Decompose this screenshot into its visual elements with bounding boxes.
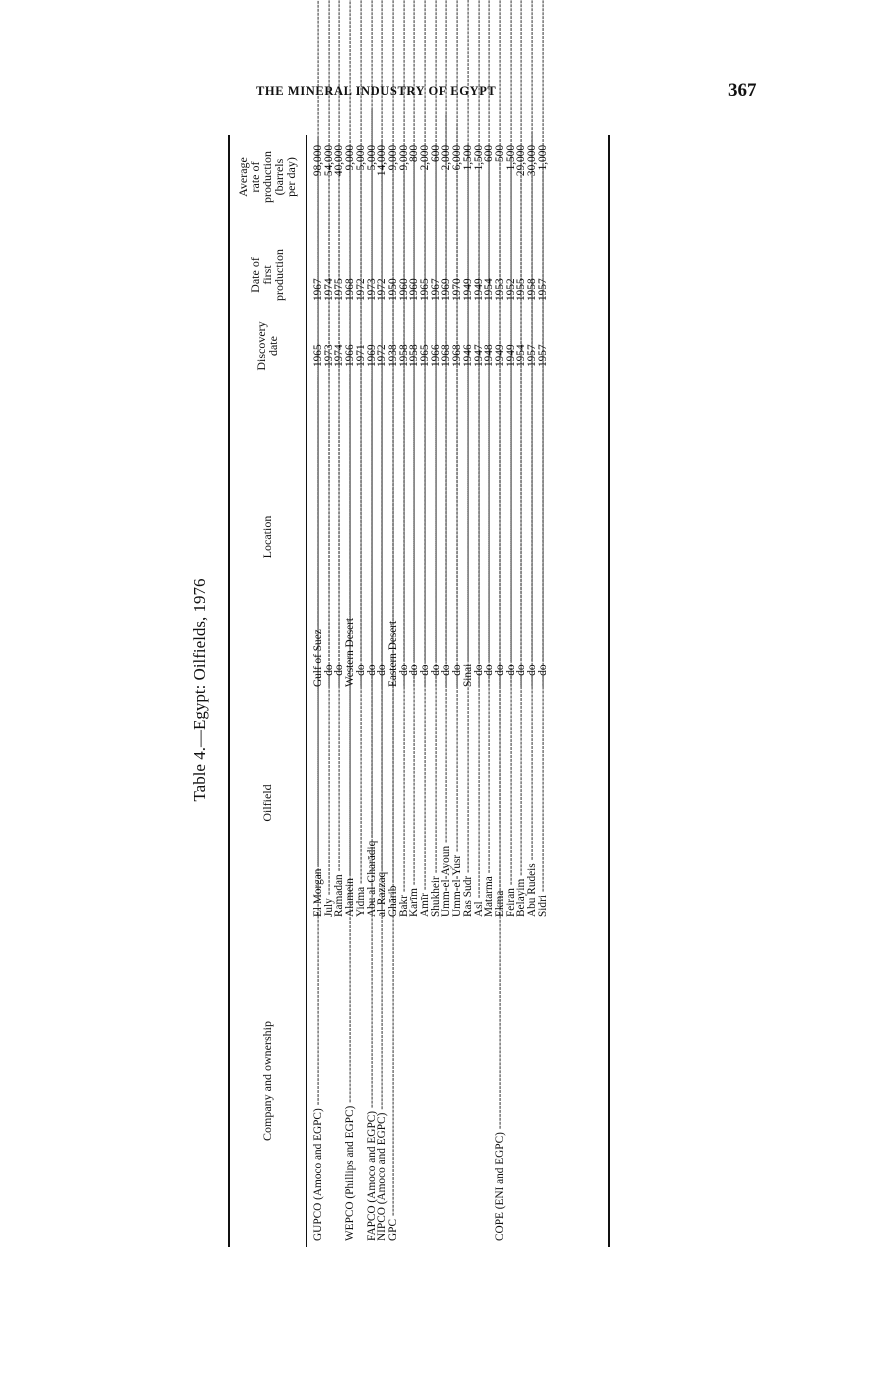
- production-rate-cell: 5,000: [365, 145, 378, 171]
- production-rate-cell: 600: [429, 145, 442, 162]
- location-cell: ---do -----: [399, 407, 410, 687]
- location-cell: ---do -----: [367, 407, 378, 687]
- location-cell: ---do -----: [324, 407, 335, 687]
- oilfield-cell: Umm-el-Yusr -----: [452, 689, 463, 917]
- discovery-date-cell: 1966: [429, 344, 442, 367]
- company-cell: [538, 921, 549, 1241]
- company-cell: [324, 921, 335, 1241]
- company-cell: FAPCO (Amoco and EGPC) -----: [367, 921, 378, 1241]
- header-rate: [228, 137, 306, 217]
- discovery-date-cell: 1971: [354, 344, 367, 367]
- first-production-date-cell: 1968: [344, 278, 357, 301]
- header-rate-line4: (barrels: [272, 158, 286, 196]
- header-company: [228, 921, 306, 1241]
- discovery-date-cell: 1946: [461, 344, 474, 367]
- location-cell: ---do -----: [334, 407, 345, 687]
- oilfield-cell: Ras Sudr -----: [463, 689, 474, 917]
- company-cell: GUPCO (Amoco and EGPC) -----: [313, 921, 324, 1241]
- location-cell: ---do -----: [506, 407, 517, 687]
- first-production-date-cell: 1958: [526, 278, 538, 301]
- first-production-date-cell: 1974: [322, 278, 335, 301]
- first-production-date-cell: 1953: [493, 278, 506, 301]
- header-discovery-line1: Discovery: [254, 321, 268, 371]
- first-production-date-cell: 1960: [408, 278, 421, 301]
- company-cell: NIPCO (Amoco and EGPC) -----: [377, 921, 388, 1241]
- header-rate-line5: per day): [284, 157, 298, 197]
- location-cell: ---do -----: [409, 407, 420, 687]
- company-cell: [420, 921, 431, 1241]
- discovery-date-cell: 1966: [344, 344, 357, 367]
- location-cell: ---do -----: [431, 407, 442, 687]
- header-discovery-line2: date: [266, 336, 280, 357]
- header-first-production-line3: production: [272, 249, 286, 301]
- location-cell: ---do -----: [474, 407, 485, 687]
- first-production-date-cell: 1954: [483, 278, 496, 301]
- company-cell: [474, 921, 485, 1241]
- location-cell: ---do -----: [377, 407, 388, 687]
- discovery-date-cell: 1968: [440, 344, 453, 367]
- oilfield-cell: Ekma -----: [495, 689, 506, 917]
- production-rate-cell: 500: [493, 145, 506, 162]
- first-production-date-cell: 1967: [312, 278, 324, 301]
- production-rate-cell: 9,000: [386, 145, 399, 171]
- header-rate-line1: Average: [236, 157, 250, 197]
- production-rate-cell: 9,000: [344, 145, 357, 171]
- table-row: [463, 135, 474, 1247]
- oilfield-cell: Sidri -----: [538, 689, 549, 917]
- oilfield-cell: Abu Rudeis -----: [527, 689, 538, 917]
- table-row: [356, 135, 367, 1247]
- production-rate-cell: 54,000: [322, 145, 335, 177]
- location-cell: ---do -----: [420, 407, 431, 687]
- oilfield-cell: July -----: [324, 689, 335, 917]
- first-production-date-cell: 1952: [504, 278, 517, 301]
- first-production-date-cell: 1950: [386, 278, 399, 301]
- header-oilfield: [228, 689, 306, 917]
- company-cell: [409, 921, 420, 1241]
- first-production-date-cell: 1967: [429, 278, 442, 301]
- production-rate-cell: 30,000: [526, 145, 538, 177]
- discovery-date-cell: 1957: [536, 344, 549, 367]
- header-discovery: [228, 311, 306, 381]
- discovery-date-cell: 1969: [365, 344, 378, 367]
- company-cell: [463, 921, 474, 1241]
- table-bottom-rule: [608, 135, 610, 1247]
- oilfield-cell: Abu al-Gharādiq -----: [367, 689, 378, 917]
- discovery-date-cell: 1968: [451, 344, 464, 367]
- discovery-date-cell: 1948: [483, 344, 496, 367]
- page-number: 367: [728, 80, 757, 101]
- company-cell: [452, 921, 463, 1241]
- table-row: [495, 135, 506, 1247]
- header-rate-line2: rate of: [248, 161, 262, 193]
- production-rate-cell: 6,000: [451, 145, 464, 171]
- oilfield-cell: Bakr -----: [399, 689, 410, 917]
- first-production-date-cell: 1960: [397, 278, 410, 301]
- discovery-date-cell: 1949: [493, 344, 506, 367]
- company-cell: [441, 921, 452, 1241]
- first-production-date-cell: 1970: [451, 278, 464, 301]
- first-production-date-cell: 1949: [461, 278, 474, 301]
- oilfield-cell: Ramadan -----: [334, 689, 345, 917]
- first-production-date-cell: 1975: [333, 278, 346, 301]
- company-cell: [516, 921, 527, 1241]
- production-rate-cell: 800: [408, 145, 421, 162]
- location-cell: ---do -----: [484, 407, 495, 687]
- production-rate-cell: 1,000: [536, 145, 549, 171]
- oilfield-cell: El Morgan -----: [313, 689, 324, 917]
- location-cell: Western Desert -----: [345, 407, 356, 687]
- oilfield-cell: Yidma -----: [356, 689, 367, 917]
- production-rate-cell: 600: [483, 145, 496, 162]
- header-oilfield-label: Oilfield: [260, 784, 274, 822]
- first-production-date-cell: 1973: [365, 278, 378, 301]
- company-cell: [399, 921, 410, 1241]
- first-production-date-cell: 1965: [419, 278, 431, 301]
- oilfield-cell: Shukheir -----: [431, 689, 442, 917]
- discovery-date-cell: 1938: [386, 344, 399, 367]
- discovery-date-cell: 1947: [472, 344, 485, 367]
- location-cell: Gulf of Suez -----: [313, 407, 324, 687]
- company-cell: WEPCO (Phillips and EGPC) -----: [345, 921, 356, 1241]
- oilfield-cell: Matarma -----: [484, 689, 495, 917]
- oilfield-cell: Karīm -----: [409, 689, 420, 917]
- first-production-date-cell: 1969: [440, 278, 453, 301]
- table-body: [228, 135, 610, 1247]
- discovery-date-cell: 1972: [376, 344, 389, 367]
- location-cell: Sinai -----: [463, 407, 474, 687]
- production-rate-cell: 98,000: [312, 145, 324, 177]
- company-cell: GPC -----: [388, 921, 399, 1241]
- first-production-date-cell: 1957: [536, 278, 549, 301]
- discovery-date-cell: 1957: [526, 344, 538, 367]
- production-rate-cell: 29,000: [515, 145, 528, 177]
- production-rate-cell: 5,000: [354, 145, 367, 171]
- oilfield-cell: Amīr -----: [420, 689, 431, 917]
- location-cell: ---do -----: [538, 407, 549, 687]
- company-cell: [356, 921, 367, 1241]
- discovery-date-cell: 1965: [312, 344, 324, 367]
- first-production-date-cell: 1949: [472, 278, 485, 301]
- location-cell: ---do -----: [441, 407, 452, 687]
- location-cell: Eastern Desert -----: [388, 407, 399, 687]
- production-rate-cell: 1,500: [504, 145, 517, 171]
- oilfield-cell: Feiran -----: [506, 689, 517, 917]
- discovery-date-cell: 1949: [504, 344, 517, 367]
- header-location: [228, 387, 306, 687]
- table-header-rule: [306, 135, 307, 1247]
- production-rate-cell: 1,500: [472, 145, 485, 171]
- company-cell: [506, 921, 517, 1241]
- running-title: THE MINERAL INDUSTRY OF EGYPT: [256, 84, 497, 98]
- location-cell: ---do -----: [527, 407, 538, 687]
- first-production-date-cell: 1972: [376, 278, 389, 301]
- first-production-date-cell: 1972: [354, 278, 367, 301]
- discovery-date-cell: 1958: [408, 344, 421, 367]
- location-cell: ---do -----: [495, 407, 506, 687]
- oilfield-cell: al-Razzaq -----: [377, 689, 388, 917]
- production-rate-cell: 40,000: [333, 145, 346, 177]
- discovery-date-cell: 1974: [333, 344, 346, 367]
- production-rate-cell: 1,500: [461, 145, 474, 171]
- oilfield-cell: Asl -----: [474, 689, 485, 917]
- discovery-date-cell: 1965: [419, 344, 431, 367]
- oilfield-cell: Alamein -----: [345, 689, 356, 917]
- discovery-date-cell: 1958: [397, 344, 410, 367]
- production-rate-cell: 14,000: [376, 145, 389, 177]
- header-first-production-line2: first: [260, 265, 274, 285]
- production-rate-cell: 2,000: [440, 145, 453, 171]
- table-row: [538, 135, 549, 1247]
- company-cell: [431, 921, 442, 1241]
- discovery-date-cell: 1954: [515, 344, 528, 367]
- header-rate-line3: production: [260, 151, 274, 203]
- oilfield-cell: Belayim -----: [516, 689, 527, 917]
- location-cell: ---do -----: [452, 407, 463, 687]
- discovery-date-cell: 1973: [322, 344, 335, 367]
- production-rate-cell: 9,000: [397, 145, 410, 171]
- oilfield-cell: Ghārib -----: [388, 689, 399, 917]
- first-production-date-cell: 1955: [515, 278, 528, 301]
- production-rate-cell: 2,000: [419, 145, 431, 171]
- header-first-production-line1: Date of: [248, 257, 262, 293]
- oilfields-table: [228, 135, 610, 1247]
- table-row: [388, 135, 399, 1247]
- header-company-label: Company and ownership: [260, 1021, 274, 1141]
- header-first-production: [228, 239, 306, 311]
- header-location-label: Location: [260, 515, 274, 559]
- location-cell: ---do -----: [356, 407, 367, 687]
- company-cell: COPE (ENI and EGPC) -----: [495, 921, 506, 1241]
- company-cell: [527, 921, 538, 1241]
- table-title: Table 4.—Egypt: Oilfields, 1976: [190, 578, 209, 802]
- oilfield-cell: Umm-el-Ayoun -----: [441, 689, 452, 917]
- location-cell: ---do -----: [516, 407, 527, 687]
